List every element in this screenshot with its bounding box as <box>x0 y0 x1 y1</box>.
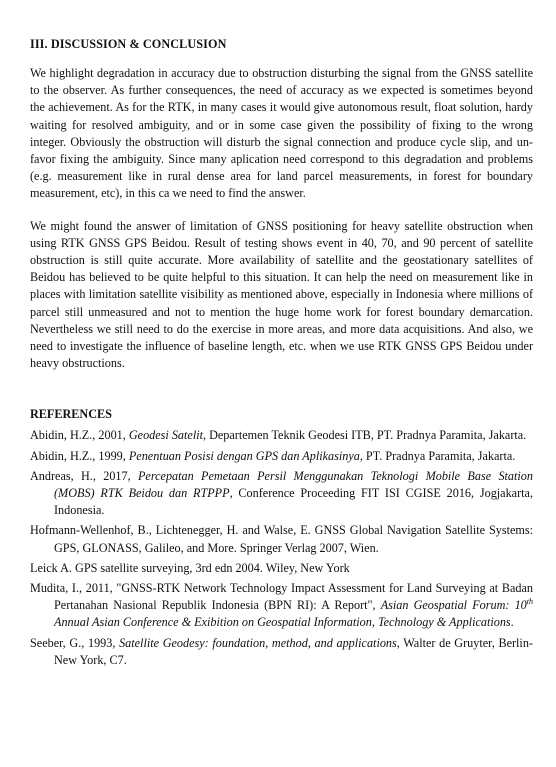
reference-text: Hofmann-Wellenhof, B., Lichtenegger, H. and Walse, E. GNSS Global Navigation Satellite Systems: GPS, GLONASS, Galileo, and More. Springer Verlag 2007, Wien. <box>30 523 533 555</box>
reference-text: , Conference Proceeding FIT ISI CGISE 2016, Jogjakarta, Indonesia. <box>54 486 533 518</box>
reference-text: Abidin, H.Z., 1999, <box>30 448 129 463</box>
reference-item <box>30 468 533 520</box>
reference-title: Penentuan Posisi dengan GPS dan Aplikasinya <box>128 448 360 463</box>
reference-text: , Walter de Gruyter, Berlin-New York, C7. <box>54 635 533 667</box>
reference-item <box>30 635 533 669</box>
reference-title-part: Asian Geospatial Forum: 10 <box>380 598 527 613</box>
reference-text: , Departemen Teknik Geodesi ITB, PT. Pradnya Paramita, Jakarta. <box>202 428 527 443</box>
section-heading: III. DISCUSSION & CONCLUSION <box>30 37 227 51</box>
reference-title: Satellite Geodesy: foundation, method, and applications <box>119 635 397 650</box>
reference-text: Leick A. GPS satellite surveying, 3rd edn 2004. Wiley, New York <box>30 560 350 575</box>
reference-item <box>30 427 533 444</box>
discussion-paragraph-1: We highlight degradation in accuracy due to obstruction disturbing the signal from the GNSS satellite to the observer. As further consequences, the need of accuracy as we expected is sometimes beyond the achievement. As for the RTK, in many cases it would give autonomous result, float solution, hardy waiting for resolved ambiguity, and or in some case given the possibility of fixing to the wrong integer. Obviously the obstruction will disturb the signal connection and produce cycle slip, and un-favor fixing the ambiguity. Since many aplication need correspond to this degradation and problems (e.g. measurement like in rural dense area for land parcel measurements, in forest for boundary measurement, etc), in this ca we need to find the answer. <box>30 66 533 201</box>
reference-item <box>30 560 533 577</box>
references-heading: REFERENCES <box>30 407 112 422</box>
reference-title-part: Annual Asian Conference & Exibition on Geospatial Information, Technology & Applications <box>54 615 511 630</box>
discussion-paragraph-2: We might found the answer of limitation of GNSS positioning for heavy satellite obstruction when using RTK GNSS GPS Beidou. Result of testing shows event in 40, 70, and 90 percent of satellite obstruction is still quite accurate. More availability of satellite and the geostationary satellites of Beidou has believed to be quite helpful to this situation. It can help the need on measurement like in places with limitation satellite visibility as mentioned above, especially in Indonesia where millions of parcel still unmeasured and not to mention the huge home work for forest boundary demarcation. Nevertheless we still need to do the exercise in more areas, and more data acquisitions. And also, we need to investigate the influence of baseline length, etc. when we use RTK GNSS GPS Beidou under heavy obstructions. <box>30 218 533 371</box>
reference-title: Geodesi Satelit <box>128 428 203 443</box>
reference-text: , PT. Pradnya Paramita, Jakarta. <box>359 448 516 463</box>
reference-text: Abidin, H.Z., 2001, <box>30 428 129 443</box>
reference-text: Seeber, G., 1993, <box>30 635 120 650</box>
paper-page <box>30 36 533 672</box>
reference-item <box>30 448 533 465</box>
reference-list <box>30 427 533 669</box>
reference-title: Percepatan Pemetaan Persil Menggunakan Teknologi Mobile Base Station (MOBS) RTK Beidou dan RTPPP <box>54 468 533 501</box>
reference-text: . <box>510 615 514 630</box>
reference-text: Mudita, I., 2011, "GNSS-RTK Network Technology Impact Assessment for Land Surveying at Badan Pertanahan Nasional Republik Indonesia (BPN RI): A Report", <box>30 581 533 613</box>
reference-item <box>30 522 533 556</box>
reference-text: Andreas, H., 2017, <box>30 468 138 483</box>
ordinal-superscript: th <box>526 597 534 607</box>
reference-item <box>30 580 533 632</box>
